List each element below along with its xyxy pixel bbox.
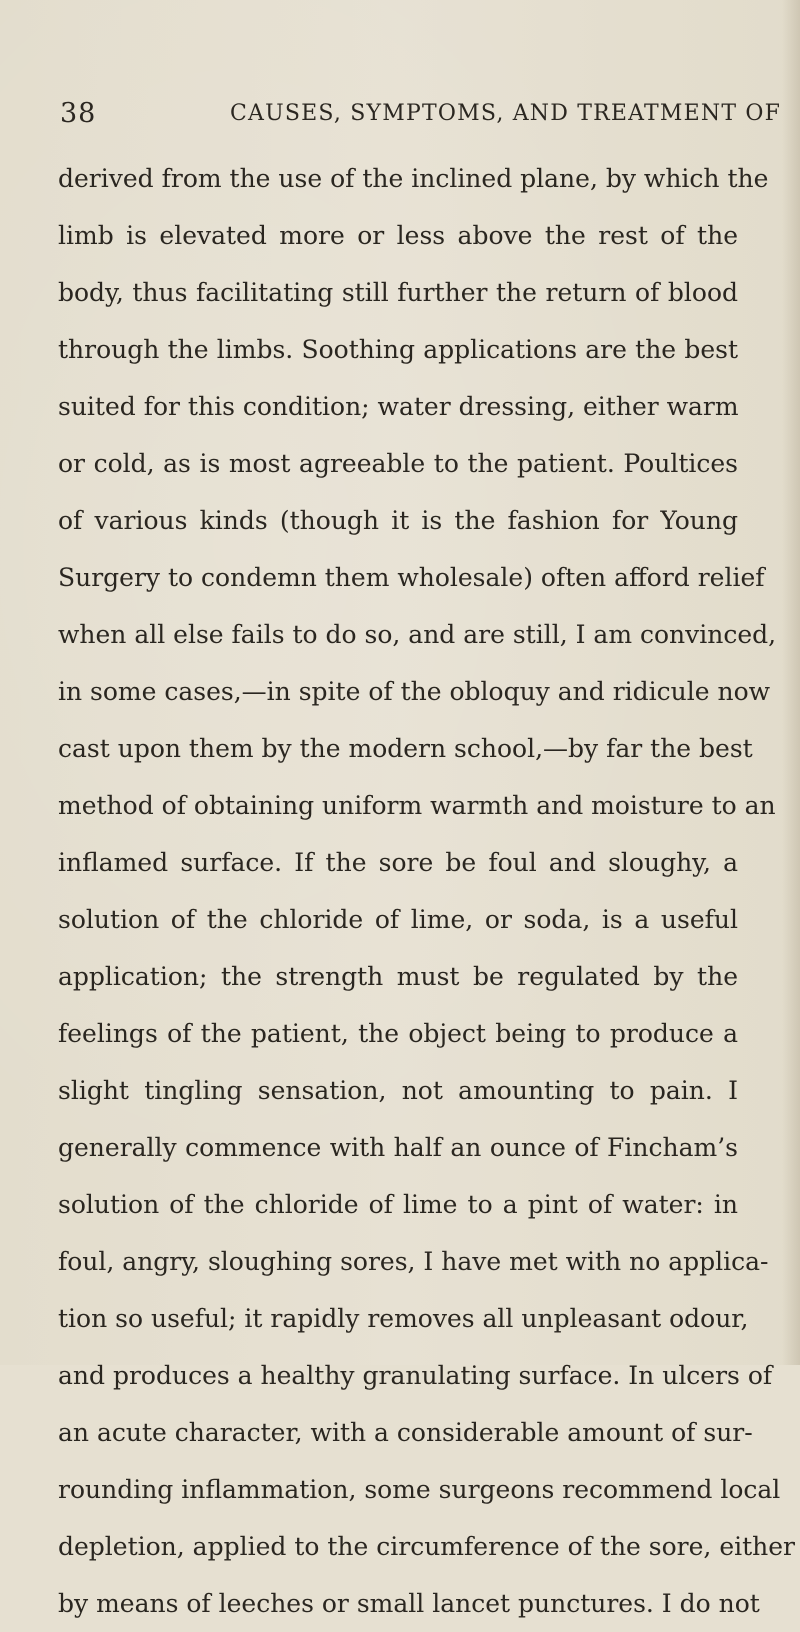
- text-line: depletion, applied to the circumference of the sore, either: [58, 1532, 795, 1561]
- text-line: body, thus facilitating still further the return of blood: [58, 278, 738, 307]
- text-line: tion so useful; it rapidly removes all unpleasant odour,: [58, 1304, 749, 1333]
- text-line: of various kinds (though it is the fashion for Young: [58, 506, 738, 535]
- text-line: through the limbs. Soothing applications are the best: [58, 335, 738, 364]
- text-line: when all else fails to do so, and are still, I am convinced,: [58, 620, 777, 649]
- text-line: generally commence with half an ounce of Fincham’s: [58, 1133, 738, 1162]
- text-line: solution of the chloride of lime, or soda, is a useful: [58, 905, 738, 934]
- text-line: suited for this condition; water dressing, either warm: [58, 392, 739, 421]
- text-line: an acute character, with a considerable amount of sur-: [58, 1418, 753, 1447]
- text-line: application; the strength must be regulated by the: [58, 962, 738, 991]
- text-line: limb is elevated more or less above the rest of the: [58, 221, 738, 250]
- text-line: solution of the chloride of lime to a pint of water: in: [58, 1190, 738, 1219]
- running-head: CAUSES, SYMPTOMS, AND TREATMENT OF: [230, 101, 782, 126]
- text-line: in some cases,—in spite of the obloquy and ridicule now: [58, 677, 771, 706]
- text-line: or cold, as is most agreeable to the patient. Poultices: [58, 449, 738, 478]
- page-number: 38: [60, 98, 97, 129]
- text-line: inflamed surface. If the sore be foul and sloughy, a: [58, 848, 738, 877]
- text-line: foul, angry, sloughing sores, I have met with no applica-: [58, 1247, 769, 1276]
- body-text: [58, 150, 795, 1632]
- text-line: feelings of the patient, the object being to produce a: [58, 1019, 738, 1048]
- page-header: [60, 98, 782, 138]
- text-line: rounding inflammation, some surgeons recommend local: [58, 1475, 781, 1504]
- text-line: and produces a healthy granulating surface. In ulcers of: [58, 1361, 773, 1390]
- text-line: by means of leeches or small lancet punctures. I do not: [58, 1589, 760, 1618]
- text-line: slight tingling sensation, not amounting to pain. I: [58, 1076, 738, 1105]
- text-line: method of obtaining uniform warmth and moisture to an: [58, 791, 776, 820]
- text-line: cast upon them by the modern school,—by far the best: [58, 734, 753, 763]
- text-line: derived from the use of the inclined plane, by which the: [58, 164, 769, 193]
- text-line: Surgery to condemn them wholesale) often afford relief: [58, 563, 765, 592]
- page-edge-shadow: [782, 0, 800, 1365]
